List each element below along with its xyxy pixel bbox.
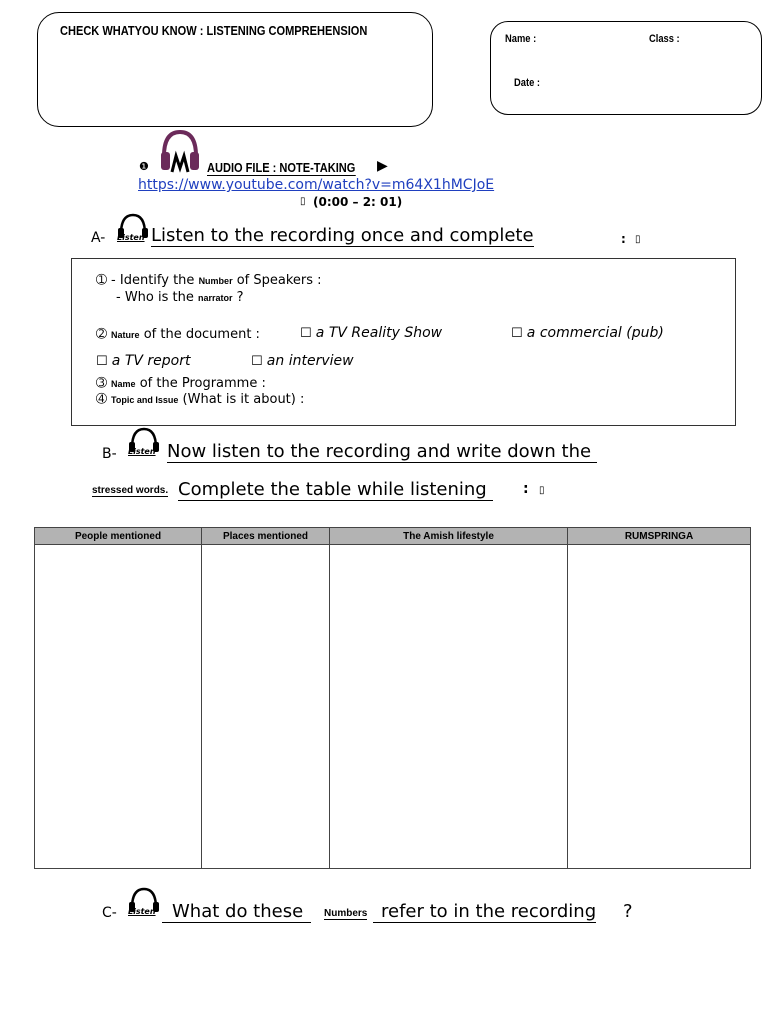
listen-caption: Listen: [117, 233, 145, 242]
option-label: a TV Reality Show: [315, 325, 443, 341]
item-programme-name: [96, 376, 266, 391]
section-b-line1: Now listen to the recording and write down the: [167, 441, 597, 463]
section-c-question-mark: ?: [623, 901, 633, 922]
item-4-keyword: Topic and Issue: [111, 395, 179, 405]
date-label: Date :: [514, 77, 540, 89]
header-places: Places mentioned: [202, 528, 330, 545]
item-4-post: (What is it about) :: [182, 392, 305, 407]
option-tv-report[interactable]: [96, 353, 190, 369]
section-a-end-icon: ▯: [635, 234, 641, 245]
section-c-post: refer to in the recording: [373, 901, 596, 923]
class-label: Class :: [649, 33, 680, 45]
section-a-colon: :: [621, 232, 626, 246]
option-label: an interview: [266, 353, 354, 369]
time-range: (0:00 – 2: 01): [313, 195, 403, 209]
section-b-letter: B-: [102, 446, 117, 462]
audio-file-label: AUDIO FILE : NOTE-TAKING: [207, 160, 356, 175]
item-3-post: of the Programme :: [139, 376, 266, 391]
section-b-line2: Complete the table while listening: [178, 479, 493, 501]
item-2-post: of the document :: [143, 327, 260, 342]
item-1-keyword: Number: [198, 276, 233, 286]
section-c-letter: C-: [102, 905, 117, 921]
item-2-num: ➁: [96, 327, 107, 342]
name-label: Name :: [505, 33, 537, 45]
student-info-box: [490, 21, 762, 115]
header-amish-lifestyle: The Amish lifestyle: [330, 528, 568, 545]
cell-amish-lifestyle[interactable]: [330, 545, 568, 869]
item-3-keyword: Name: [111, 379, 136, 389]
cell-rumspringa[interactable]: [568, 545, 751, 869]
item-1b-pre: - Who is the: [116, 290, 194, 305]
section-a-box: [71, 258, 736, 426]
listen-caption: Listen: [128, 907, 156, 916]
section-b-colon: :: [523, 481, 529, 497]
item-number-speakers: [96, 273, 322, 288]
item-4-num: ➃: [96, 392, 107, 407]
listen-icon: [115, 212, 151, 246]
title-box: [37, 12, 433, 127]
item-nature: [96, 327, 260, 342]
checkbox-icon[interactable]: ☐: [251, 354, 263, 369]
checkbox-icon[interactable]: ☐: [96, 354, 108, 369]
item-1b-post: ?: [236, 290, 244, 305]
option-interview[interactable]: [251, 353, 354, 369]
bullet-one-icon: ❶: [139, 160, 149, 173]
checkbox-icon[interactable]: ☐: [300, 326, 312, 341]
section-a-instruction: Listen to the recording once and complete: [151, 225, 534, 246]
option-label: a commercial (pub): [526, 325, 664, 341]
item-1-pre: - Identify the: [111, 273, 195, 288]
checkbox-icon[interactable]: ☐: [511, 326, 523, 341]
option-commercial[interactable]: [511, 325, 664, 341]
item-topic: [96, 392, 304, 407]
header-rumspringa: RUMSPRINGA: [568, 528, 751, 545]
item-3-num: ➂: [96, 376, 107, 391]
item-1-num: ➀: [96, 273, 107, 288]
numbers-keyword: Numbers: [324, 908, 368, 919]
item-1b-keyword: narrator: [198, 293, 233, 303]
headphones-icon: [159, 128, 201, 174]
section-b-end-icon: ▯: [539, 485, 545, 496]
play-icon: ▶: [377, 158, 388, 174]
header-people: People mentioned: [35, 528, 202, 545]
listen-icon: [126, 886, 162, 920]
notes-table: [34, 527, 751, 869]
section-c-pre: What do these: [162, 901, 311, 923]
cell-people[interactable]: [35, 545, 202, 869]
item-1-post: of Speakers :: [236, 273, 322, 288]
youtube-link[interactable]: https://www.youtube.com/watch?v=m64X1hMCJoE: [138, 177, 495, 193]
listen-caption: Listen: [128, 447, 156, 456]
cell-places[interactable]: [202, 545, 330, 869]
stressed-words-keyword: stressed words.: [92, 485, 169, 496]
listen-icon: [126, 426, 162, 460]
option-label: a TV report: [111, 353, 191, 369]
section-a-letter: A-: [91, 230, 106, 246]
option-tv-reality-show[interactable]: [300, 325, 442, 341]
item-narrator: [116, 290, 244, 305]
time-icon: ▯: [300, 196, 306, 207]
page-title: CHECK WHATYOU KNOW : LISTENING COMPREHENSION: [60, 23, 368, 38]
item-2-keyword: Nature: [111, 330, 140, 340]
